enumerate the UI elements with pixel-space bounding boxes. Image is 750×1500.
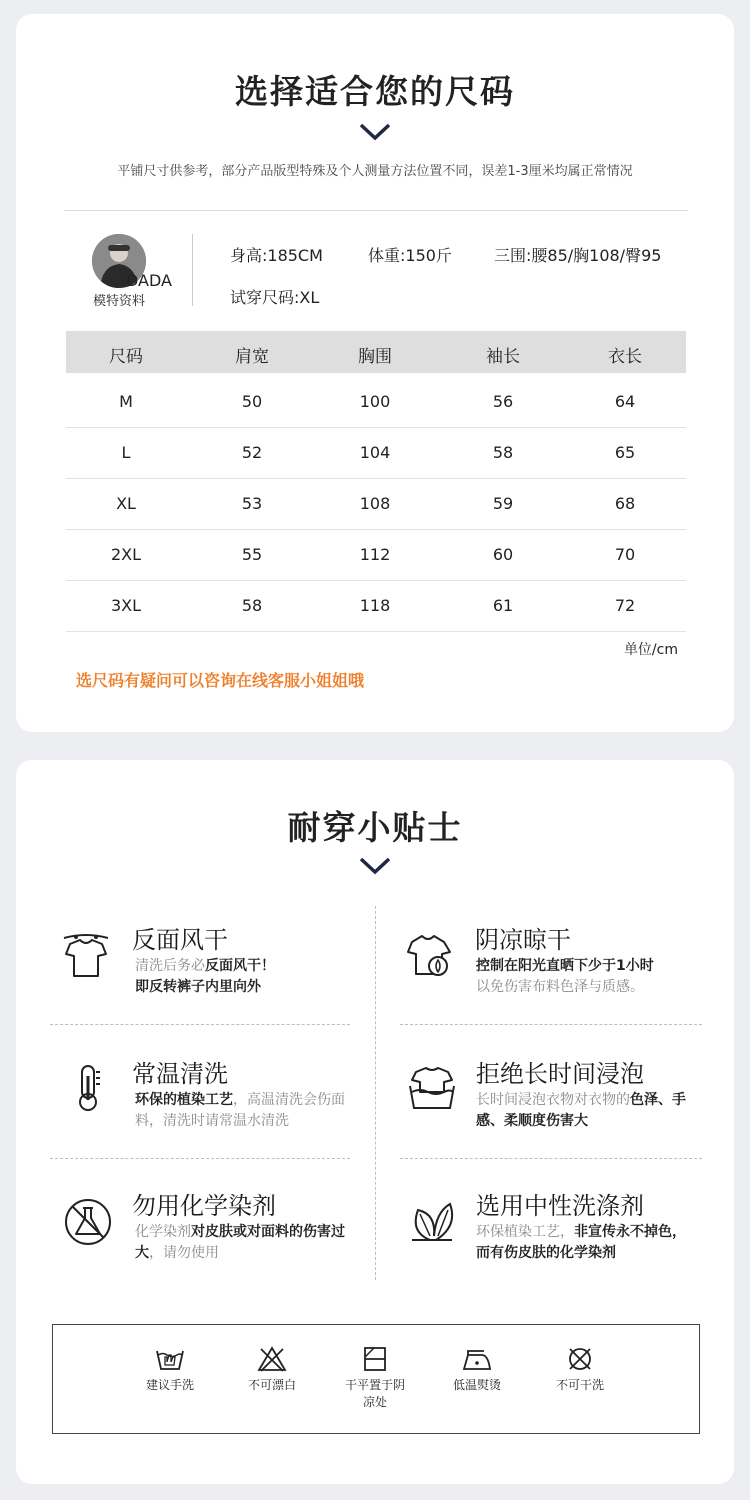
table-cell: 108 [359,494,391,513]
soak-basin-icon [406,1062,458,1114]
chevron-down-icon [358,122,392,142]
table-cell: 55 [241,545,263,564]
column-header-length: 衣长 [608,347,642,367]
tip-description: 环保植染工艺，非宣传永不掉色，而有伤皮肤的化学染剂 [476,1224,686,1261]
chevron-down-icon [358,856,392,876]
size-guide-title: 选择适合您的尺码 [235,72,515,111]
unit-label: 单位/cm [623,642,678,658]
table-cell: 52 [241,443,263,462]
divider [50,1158,350,1159]
divider [400,1024,702,1025]
no-bleach-icon [257,1345,287,1373]
table-cell: 59 [492,494,514,513]
care-label: 不可漂白 [247,1378,296,1392]
size-table-header [66,331,686,373]
table-cell: 50 [241,392,263,411]
care-symbols-box [52,1324,700,1434]
divider [192,234,193,306]
care-label: 低温熨烫 [452,1378,501,1392]
tip-description: 化学染剂对皮肤或对面料的伤害过大，请勿使用 [135,1224,345,1261]
tip-title: 阴凉晾干 [475,926,571,954]
tip-description: 长时间浸泡衣物对衣物的色泽、手感、柔顺度伤害大 [476,1092,686,1129]
no-chemical-icon [62,1196,114,1248]
tip-title: 拒绝长时间浸泡 [476,1060,644,1088]
table-row [66,479,686,530]
table-cell: 72 [614,596,636,615]
model-measurements: 三围:腰85/胸108/臀95 [494,246,662,265]
care-label: 干平置于阴凉处 [344,1378,405,1409]
tip-title: 选用中性洗涤剂 [476,1192,644,1220]
care-item [330,1345,420,1411]
column-header-shoulder: 肩宽 [235,347,269,367]
hand-wash-icon [155,1345,185,1373]
column-header-chest: 胸围 [358,347,392,367]
table-cell: 60 [492,545,514,564]
care-item [125,1345,215,1394]
care-item [535,1345,625,1394]
tip-title: 反面风干 [132,926,228,954]
care-tips-card [16,760,734,1484]
tip-title: 常温清洗 [132,1060,228,1088]
table-row [66,530,686,581]
shirt-hanger-icon [60,930,112,982]
table-cell: 68 [614,494,636,513]
table-cell: 118 [359,596,391,615]
table-row [66,377,686,428]
table-cell: 3XL [110,596,142,615]
table-cell: 100 [359,392,391,411]
size-disclaimer: 平铺尺寸供参考，部分产品版型特殊及个人测量方法位置不同，误差1-3厘米均属正常情况 [117,164,633,179]
thermometer-icon [62,1062,114,1114]
table-cell: M [119,392,133,411]
care-label: 不可干洗 [555,1378,604,1392]
table-cell: 58 [492,443,514,462]
divider [375,906,376,1280]
column-header-sleeve: 袖长 [486,347,520,367]
divider [400,1158,702,1159]
table-cell: 2XL [110,545,142,564]
care-item [227,1345,317,1394]
model-name: DADA [126,271,172,290]
table-cell: 112 [359,545,391,564]
leaf-icon [406,1196,458,1248]
divider [50,1024,350,1025]
tip-description: 环保的植染工艺，高温清洗会伤面料，清洗时请常温水清洗 [135,1092,345,1129]
table-cell: L [121,443,131,462]
table-cell: 64 [614,392,636,411]
tip-description: 控制在阳光直晒下少于1小时 以免伤害布料色泽与质感。 [476,958,654,995]
table-cell: 56 [492,392,514,411]
model-trial-size: 试穿尺码:XL [230,288,320,307]
care-item [432,1345,522,1394]
divider [64,210,688,211]
dry-flat-shade-icon [360,1345,390,1373]
table-cell: 53 [241,494,263,513]
shirt-sun-icon [404,930,456,982]
table-row [66,581,686,632]
table-cell: 65 [614,443,636,462]
model-caption: 模特资料 [93,294,146,309]
care-label: 建议手洗 [145,1378,194,1392]
tip-title: 勿用化学染剂 [132,1192,276,1220]
table-cell: 104 [359,443,391,462]
column-header-size: 尺码 [109,347,143,367]
size-guide-card [16,14,734,732]
low-iron-icon [462,1345,492,1373]
no-dry-clean-icon [565,1345,595,1373]
model-weight: 体重:150斤 [368,246,452,265]
consult-note: 选尺码有疑问可以咨询在线客服小姐姐哦 [76,671,365,690]
table-cell: XL [116,494,136,513]
table-cell: 61 [492,596,514,615]
table-cell: 70 [614,545,636,564]
tip-description: 清洗后务必反面风干！ 即反转裤子内里向外 [135,958,275,995]
care-tips-title: 耐穿小贴士 [287,808,463,847]
table-cell: 58 [241,596,263,615]
model-height: 身高:185CM [230,246,323,265]
table-row [66,428,686,479]
